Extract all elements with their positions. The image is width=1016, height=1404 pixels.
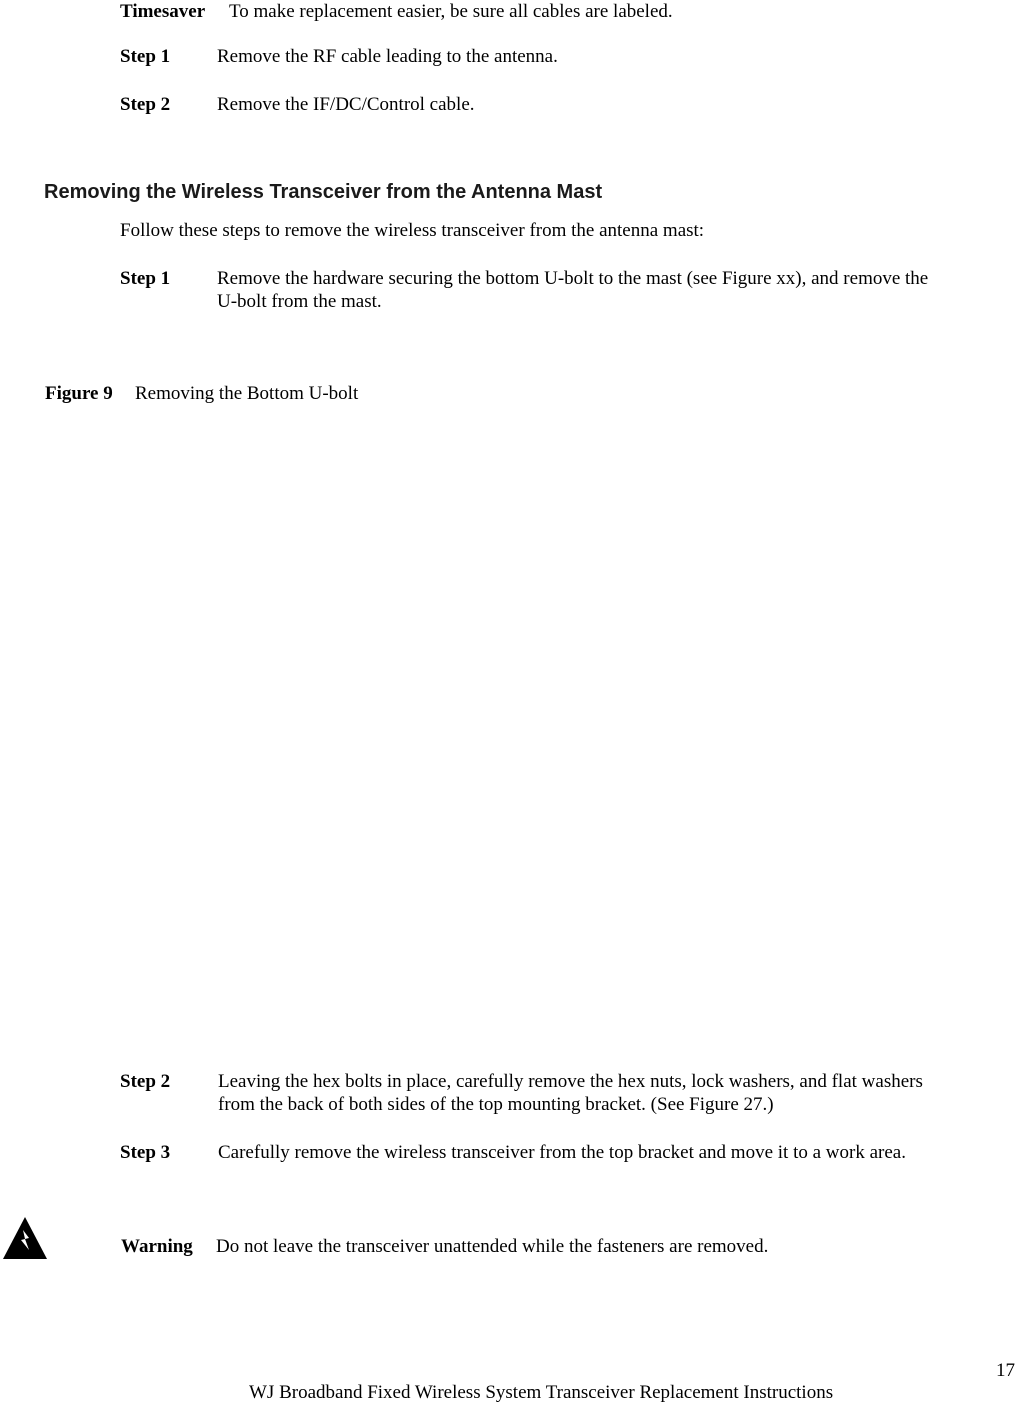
step-label: Step 2: [120, 1071, 171, 1092]
step-text-line: U-bolt from the mast.: [217, 291, 382, 312]
warning-text: Do not leave the transceiver unattended while the fasteners are removed.: [216, 1236, 769, 1257]
step-text-line: Remove the hardware securing the bottom U-bolt to the mast (see Figure xx), and remove the: [217, 268, 929, 289]
timesaver-text: To make replacement easier, be sure all cables are labeled.: [229, 1, 673, 22]
step-text: Remove the IF/DC/Control cable.: [217, 94, 475, 115]
step-label: Step 1: [120, 46, 171, 67]
figure-label: Figure 9: [45, 383, 113, 404]
warning-label: Warning: [121, 1236, 193, 1257]
section-intro: Follow these steps to remove the wireless transceiver from the antenna mast:: [120, 220, 705, 241]
section-heading: Removing the Wireless Transceiver from the Antenna Mast: [44, 181, 603, 203]
step-text-line: from the back of both sides of the top mounting bracket. (See Figure 27.): [218, 1094, 774, 1115]
timesaver-label: Timesaver: [120, 1, 206, 22]
step-text-line: Leaving the hex bolts in place, carefully remove the hex nuts, lock washers, and flat washers: [218, 1071, 923, 1092]
warning-triangle-icon: [2, 1216, 48, 1260]
step-text: Remove the RF cable leading to the antenna.: [217, 46, 558, 67]
figure-image-area: [120, 420, 990, 1040]
step-label: Step 2: [120, 94, 171, 115]
step-label: Step 1: [120, 268, 171, 289]
step-text-line: Carefully remove the wireless transceiver from the top bracket and move it to a work area.: [218, 1142, 906, 1163]
footer-title: WJ Broadband Fixed Wireless System Transceiver Replacement Instructions: [249, 1382, 834, 1403]
figure-caption: Removing the Bottom U-bolt: [135, 383, 359, 404]
step-label: Step 3: [120, 1142, 171, 1163]
page-number: 17: [996, 1360, 1015, 1381]
